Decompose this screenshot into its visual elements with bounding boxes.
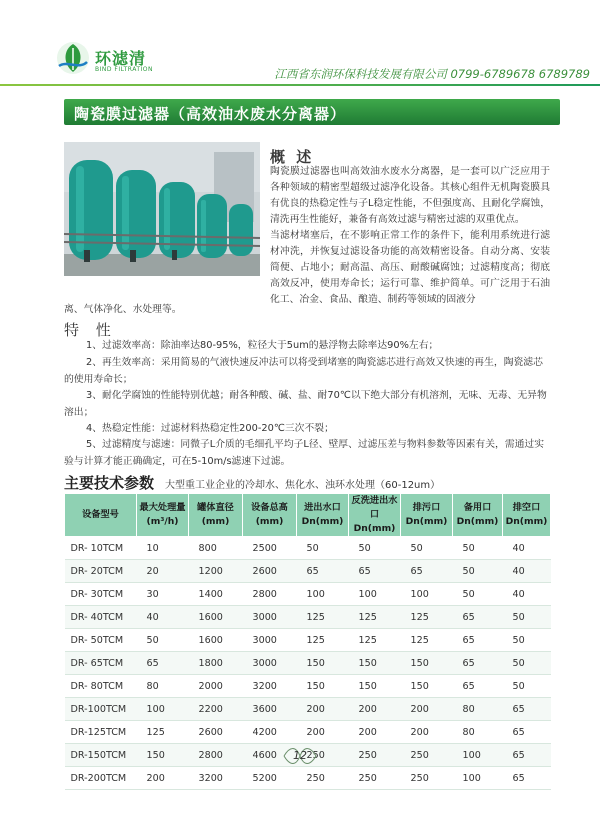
spec-value-cell: 200 bbox=[297, 721, 349, 744]
spec-value-cell: 100 bbox=[137, 698, 189, 721]
feature-item-3: 3、耐化学腐蚀的性能特别优越；耐各种酸、碱、盐、耐70℃以下绝大部分有机溶剂，无味、无毒、无异物溶出； bbox=[64, 390, 547, 418]
spec-value-cell: 5200 bbox=[243, 767, 297, 790]
spec-value-cell: 150 bbox=[349, 652, 401, 675]
spec-value-cell: 150 bbox=[401, 652, 453, 675]
table-row bbox=[65, 629, 551, 652]
spec-value-cell: 80 bbox=[453, 698, 503, 721]
spec-header-cell bbox=[65, 494, 137, 537]
table-row bbox=[65, 652, 551, 675]
spec-value-cell: 2500 bbox=[243, 537, 297, 560]
spec-value-cell: 40 bbox=[503, 537, 551, 560]
spec-value-cell: 20 bbox=[137, 560, 189, 583]
spec-value-cell: 2600 bbox=[189, 721, 243, 744]
spec-value-cell: 1800 bbox=[189, 652, 243, 675]
spec-value-cell: 10 bbox=[137, 537, 189, 560]
spec-value-cell: 125 bbox=[297, 629, 349, 652]
spec-value-cell: 250 bbox=[401, 767, 453, 790]
spec-value-cell: 250 bbox=[401, 744, 453, 767]
tech-params-subtitle: 大型重工业企业的冷却水、焦化水、浊环水处理（60-12um） bbox=[165, 480, 441, 491]
spec-value-cell: 2800 bbox=[189, 744, 243, 767]
spec-header-label: 备用口 bbox=[463, 502, 492, 513]
spec-value-cell: 250 bbox=[297, 744, 349, 767]
spec-value-cell: 80 bbox=[137, 675, 189, 698]
spec-value-cell: 40 bbox=[137, 606, 189, 629]
spec-value-cell: 800 bbox=[189, 537, 243, 560]
feature-item-4: 4、热稳定性能：过滤材料热稳定性200-20℃三次不裂； bbox=[86, 423, 334, 434]
spec-header-unit: Dn(mm) bbox=[353, 523, 396, 534]
spec-value-cell: 40 bbox=[503, 560, 551, 583]
page-title: 陶瓷膜过滤器（高效油水废水分离器） bbox=[74, 105, 347, 123]
spec-header-label: 最大处理量 bbox=[139, 502, 186, 513]
spec-value-cell: 1600 bbox=[189, 606, 243, 629]
spec-value-cell: 50 bbox=[503, 675, 551, 698]
spec-value-cell: 80 bbox=[453, 721, 503, 744]
spec-value-cell: 2600 bbox=[243, 560, 297, 583]
spec-value-cell: 50 bbox=[453, 583, 503, 606]
model-cell: DR- 40TCM bbox=[65, 606, 137, 629]
spec-value-cell: 30 bbox=[137, 583, 189, 606]
spec-header-cell bbox=[401, 494, 453, 537]
spec-value-cell: 150 bbox=[349, 675, 401, 698]
spec-value-cell: 3000 bbox=[243, 652, 297, 675]
spec-value-cell: 2000 bbox=[189, 675, 243, 698]
spec-header-label: 设备总高 bbox=[251, 502, 288, 513]
company-contact: 江西省东润环保科技发展有限公司 0799-6789678 6789789 bbox=[274, 67, 590, 81]
company-logo bbox=[55, 40, 165, 82]
spec-value-cell: 3200 bbox=[189, 767, 243, 790]
spec-value-cell: 50 bbox=[297, 537, 349, 560]
spec-header-label: 设备型号 bbox=[82, 509, 119, 520]
spec-value-cell: 2800 bbox=[243, 583, 297, 606]
feature-item-1: 1、过滤效率高：除油率达80-95%，粒径大于5um的悬浮物去除率达90%左右； bbox=[86, 340, 439, 351]
spec-value-cell: 3000 bbox=[243, 629, 297, 652]
spec-value-cell: 65 bbox=[453, 675, 503, 698]
spec-value-cell: 50 bbox=[401, 537, 453, 560]
spec-value-cell: 50 bbox=[349, 537, 401, 560]
feature-item-2: 2、再生效率高：采用简易的气液快速反冲法可以将受到堵塞的陶瓷滤芯进行高效又快速的再生，陶瓷滤芯的使用寿命长； bbox=[64, 357, 543, 385]
spec-value-cell: 250 bbox=[349, 767, 401, 790]
spec-value-cell: 250 bbox=[349, 744, 401, 767]
model-cell: DR- 50TCM bbox=[65, 629, 137, 652]
feature-item-5: 5、过滤精度与滤速：同微子L介质的毛细孔平均子L径、壁厚、过滤压差与物料参数等因素有关，需通过实验与计算才能正确确定，可在5-10m/s滤速下过滤。 bbox=[64, 439, 545, 467]
spec-value-cell: 150 bbox=[401, 675, 453, 698]
overview-heading: 概 述 bbox=[270, 148, 315, 166]
spec-value-cell: 250 bbox=[297, 767, 349, 790]
spec-value-cell: 4200 bbox=[243, 721, 297, 744]
spec-value-cell: 100 bbox=[297, 583, 349, 606]
spec-value-cell: 65 bbox=[137, 652, 189, 675]
spec-header-label: 进出水口 bbox=[304, 502, 341, 513]
spec-value-cell: 65 bbox=[401, 560, 453, 583]
spec-header-cell bbox=[297, 494, 349, 537]
spec-value-cell: 65 bbox=[453, 629, 503, 652]
spec-header-unit: (mm) bbox=[201, 516, 230, 527]
spec-header-unit: Dn(mm) bbox=[456, 516, 499, 527]
spec-value-cell: 100 bbox=[453, 767, 503, 790]
section-title-bar bbox=[64, 99, 560, 125]
table-row bbox=[65, 560, 551, 583]
brand-name: 环滤清 bbox=[95, 49, 147, 68]
spec-value-cell: 125 bbox=[297, 606, 349, 629]
table-row bbox=[65, 583, 551, 606]
spec-header-cell bbox=[137, 494, 189, 537]
table-row bbox=[65, 698, 551, 721]
spec-value-cell: 100 bbox=[401, 583, 453, 606]
table-row bbox=[65, 767, 551, 790]
spec-header-unit: Dn(mm) bbox=[301, 516, 344, 527]
spec-value-cell: 200 bbox=[401, 721, 453, 744]
spec-value-cell: 1600 bbox=[189, 629, 243, 652]
leaf-logo-icon bbox=[55, 40, 91, 76]
spec-value-cell: 65 bbox=[503, 698, 551, 721]
spec-value-cell: 65 bbox=[349, 560, 401, 583]
table-row bbox=[65, 606, 551, 629]
spec-value-cell: 150 bbox=[297, 652, 349, 675]
page-number bbox=[288, 744, 312, 768]
spec-header-label: 罐体直径 bbox=[197, 502, 234, 513]
spec-value-cell: 50 bbox=[453, 560, 503, 583]
spec-value-cell: 65 bbox=[503, 721, 551, 744]
spec-header-cell bbox=[453, 494, 503, 537]
brand-subtitle: BIND FILTRATION bbox=[95, 66, 154, 73]
spec-value-cell: 150 bbox=[137, 744, 189, 767]
overview-paragraph-1: 陶瓷膜过滤器也叫高效油水废水分离器，是一套可以广泛应用于各种领域的精密型超级过滤净化设备。其核心组件无机陶瓷膜具有优良的热稳定性与子L稳定性能，不但强度高、且耐化学腐蚀，清洗再生性能好，兼备有高效过滤与精密过滤的双重优点。 bbox=[270, 166, 550, 225]
spec-value-cell: 100 bbox=[349, 583, 401, 606]
spec-value-cell: 125 bbox=[137, 721, 189, 744]
model-cell: DR- 30TCM bbox=[65, 583, 137, 606]
header-divider bbox=[0, 84, 600, 86]
spec-header-label: 排空口 bbox=[512, 502, 541, 513]
spec-value-cell: 200 bbox=[349, 721, 401, 744]
spec-value-cell: 50 bbox=[453, 537, 503, 560]
spec-value-cell: 4600 bbox=[243, 744, 297, 767]
model-cell: DR-200TCM bbox=[65, 767, 137, 790]
model-cell: DR- 10TCM bbox=[65, 537, 137, 560]
spec-value-cell: 2200 bbox=[189, 698, 243, 721]
table-row bbox=[65, 675, 551, 698]
spec-value-cell: 65 bbox=[453, 652, 503, 675]
overview-paragraph-2: 当滤材堵塞后，在不影响正常工作的条件下，能利用系统进行滤材冲洗，并恢复过滤设备功能的高效精密设备。自动分离、安装简便、占地小；耐高温、高压、耐酸碱腐蚀；过滤精度高；彻底高效反冲，使用寿命长；运行可靠、维护简单。可广泛用于石油化工、冶金、食品、酿造、制药等领域的固液分 bbox=[270, 230, 550, 305]
spec-header-cell bbox=[243, 494, 297, 537]
page-number-text: 12 bbox=[293, 749, 307, 762]
page-header bbox=[0, 0, 600, 90]
features-heading: 特 性 bbox=[64, 321, 117, 339]
table-row bbox=[65, 721, 551, 744]
spec-value-cell: 125 bbox=[401, 629, 453, 652]
spec-header-label: 排污口 bbox=[412, 502, 441, 513]
spec-value-cell: 3200 bbox=[243, 675, 297, 698]
spec-value-cell: 3600 bbox=[243, 698, 297, 721]
table-row bbox=[65, 537, 551, 560]
spec-table-header-row bbox=[65, 494, 551, 537]
spec-value-cell: 40 bbox=[503, 583, 551, 606]
spec-value-cell: 200 bbox=[401, 698, 453, 721]
tech-params-heading: 主要技术参数 bbox=[64, 474, 155, 492]
spec-value-cell: 65 bbox=[297, 560, 349, 583]
spec-value-cell: 65 bbox=[453, 606, 503, 629]
model-cell: DR-100TCM bbox=[65, 698, 137, 721]
model-cell: DR- 65TCM bbox=[65, 652, 137, 675]
spec-value-cell: 200 bbox=[137, 767, 189, 790]
spec-value-cell: 200 bbox=[349, 698, 401, 721]
spec-value-cell: 125 bbox=[349, 606, 401, 629]
spec-header-label: 反洗进出水口 bbox=[351, 495, 398, 520]
spec-header-unit: Dn(mm) bbox=[405, 516, 448, 527]
spec-value-cell: 50 bbox=[503, 606, 551, 629]
spec-header-cell bbox=[503, 494, 551, 537]
overview-paragraph-2-cont: 离、气体净化、水处理等。 bbox=[64, 304, 182, 315]
spec-value-cell: 50 bbox=[137, 629, 189, 652]
filter-tanks-photo bbox=[64, 142, 260, 276]
spec-value-cell: 125 bbox=[349, 629, 401, 652]
spec-value-cell: 50 bbox=[503, 629, 551, 652]
spec-value-cell: 50 bbox=[503, 652, 551, 675]
spec-value-cell: 1200 bbox=[189, 560, 243, 583]
spec-header-unit: (mm) bbox=[255, 516, 284, 527]
spec-value-cell: 200 bbox=[297, 698, 349, 721]
spec-header-cell bbox=[189, 494, 243, 537]
spec-value-cell: 150 bbox=[297, 675, 349, 698]
spec-value-cell: 65 bbox=[503, 767, 551, 790]
model-cell: DR- 20TCM bbox=[65, 560, 137, 583]
model-cell: DR-150TCM bbox=[65, 744, 137, 767]
model-cell: DR-125TCM bbox=[65, 721, 137, 744]
spec-header-cell bbox=[349, 494, 401, 537]
spec-value-cell: 100 bbox=[453, 744, 503, 767]
spec-value-cell: 3000 bbox=[243, 606, 297, 629]
spec-value-cell: 1400 bbox=[189, 583, 243, 606]
spec-value-cell: 125 bbox=[401, 606, 453, 629]
spec-header-unit: (m³/h) bbox=[146, 516, 179, 527]
spec-header-unit: Dn(mm) bbox=[505, 516, 548, 527]
model-cell: DR- 80TCM bbox=[65, 675, 137, 698]
spec-value-cell: 65 bbox=[503, 744, 551, 767]
